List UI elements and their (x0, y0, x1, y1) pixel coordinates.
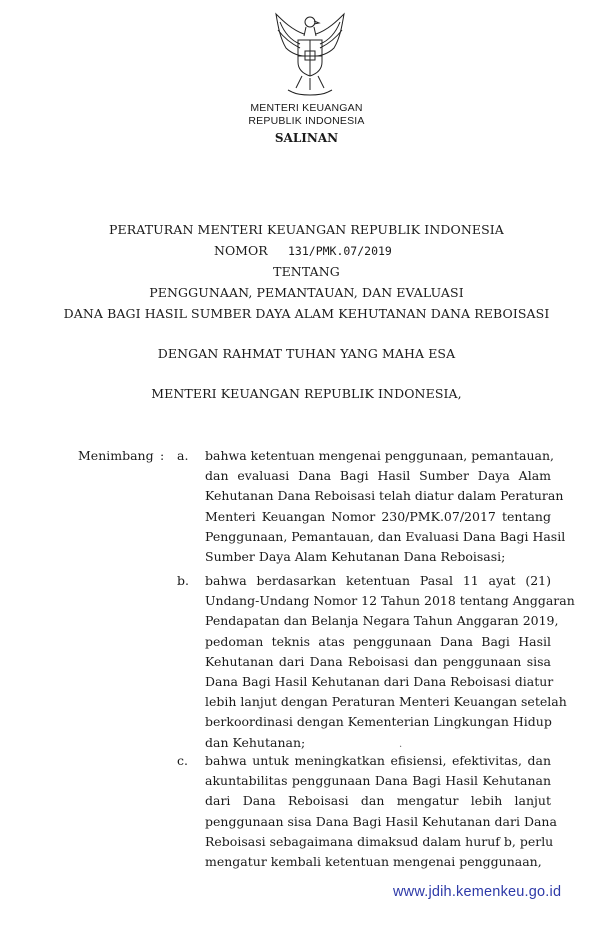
garuda-emblem-icon (270, 12, 350, 102)
nomor-value: 131/PMK.07/2019 (288, 244, 392, 258)
regulation-title: PERATURAN MENTERI KEUANGAN REPUBLIK INDONESIA (109, 222, 504, 237)
ministry-line-1: MENTERI KEUANGAN (250, 102, 363, 114)
item-line: Dana Bagi Hasil Kehutanan dari Dana Reboisasi diatur (205, 674, 554, 689)
item-line: berkoordinasi dengan Kementerian Lingkungan Hidup (205, 714, 552, 730)
item-marker: a. (177, 448, 189, 463)
tentang-heading: TENTANG (273, 264, 340, 279)
item-line: dari Dana Reboisasi dan mengatur lebih lanjut (205, 793, 551, 809)
item-line: Pendapatan dan Belanja Negara Tahun Anggaran 2019, (205, 613, 559, 629)
item-line: pedoman teknis atas penggunaan Dana Bagi Hasil (205, 633, 551, 649)
item-line: Penggunaan, Pemantauan, dan Evaluasi Dana Bagi Hasil (205, 528, 566, 544)
item-line: akuntabilitas penggunaan Dana Bagi Hasil Kehutanan (205, 773, 551, 789)
item-line: Sumber Daya Alam Kehutanan Dana Reboisasi; (205, 549, 506, 564)
item-line: mengatur kembali ketentuan mengenai penggunaan, (205, 854, 542, 869)
item-line: lebih lanjut dengan Peraturan Menteri Keuangan setelah (205, 694, 567, 710)
item-line: bahwa untuk meningkatkan efisiensi, efektivitas, dan (205, 753, 551, 768)
stray-mark: . (399, 739, 403, 750)
subject-line-2: DANA BAGI HASIL SUMBER DAYA ALAM KEHUTANAN DANA REBOISASI (63, 306, 550, 321)
issuer-line: MENTERI KEUANGAN REPUBLIK INDONESIA, (151, 386, 462, 401)
considering-colon: : (160, 448, 165, 463)
item-line: dan Kehutanan; (205, 734, 306, 750)
copy-label: SALINAN (274, 131, 339, 145)
item-line: Undang-Undang Nomor 12 Tahun 2018 tentang Anggaran (205, 593, 575, 609)
considering-label: Menimbang (78, 448, 154, 463)
item-line: dan evaluasi Dana Bagi Hasil Sumber Daya Alam (205, 468, 551, 484)
subject-line-1: PENGGUNAAN, PEMANTAUAN, DAN EVALUASI (149, 285, 464, 300)
item-line: bahwa ketentuan mengenai penggunaan, pemantauan, (205, 448, 555, 463)
item-line: Reboisasi sebagaimana dimaksud dalam huruf b, perlu (205, 833, 554, 849)
item-marker: b. (177, 573, 189, 588)
website-link[interactable]: www.jdih.kemenkeu.go.id (393, 884, 562, 900)
blessing-line: DENGAN RAHMAT TUHAN YANG MAHA ESA (157, 346, 456, 361)
ministry-line-2: REPUBLIK INDONESIA (248, 115, 365, 127)
item-marker: c. (177, 753, 188, 768)
item-line: bahwa berdasarkan ketentuan Pasal 11 ayat (21) (205, 573, 551, 588)
nomor-label: NOMOR (214, 243, 268, 258)
item-line: penggunaan sisa Dana Bagi Hasil Kehutanan dari Dana (205, 813, 557, 829)
item-line: Kehutanan dari Dana Reboisasi dan penggunaan sisa (205, 653, 551, 669)
item-line: Menteri Keuangan Nomor 230/PMK.07/2017 tentang (205, 508, 551, 524)
item-line: Kehutanan Dana Reboisasi telah diatur dalam Peraturan (205, 488, 564, 504)
